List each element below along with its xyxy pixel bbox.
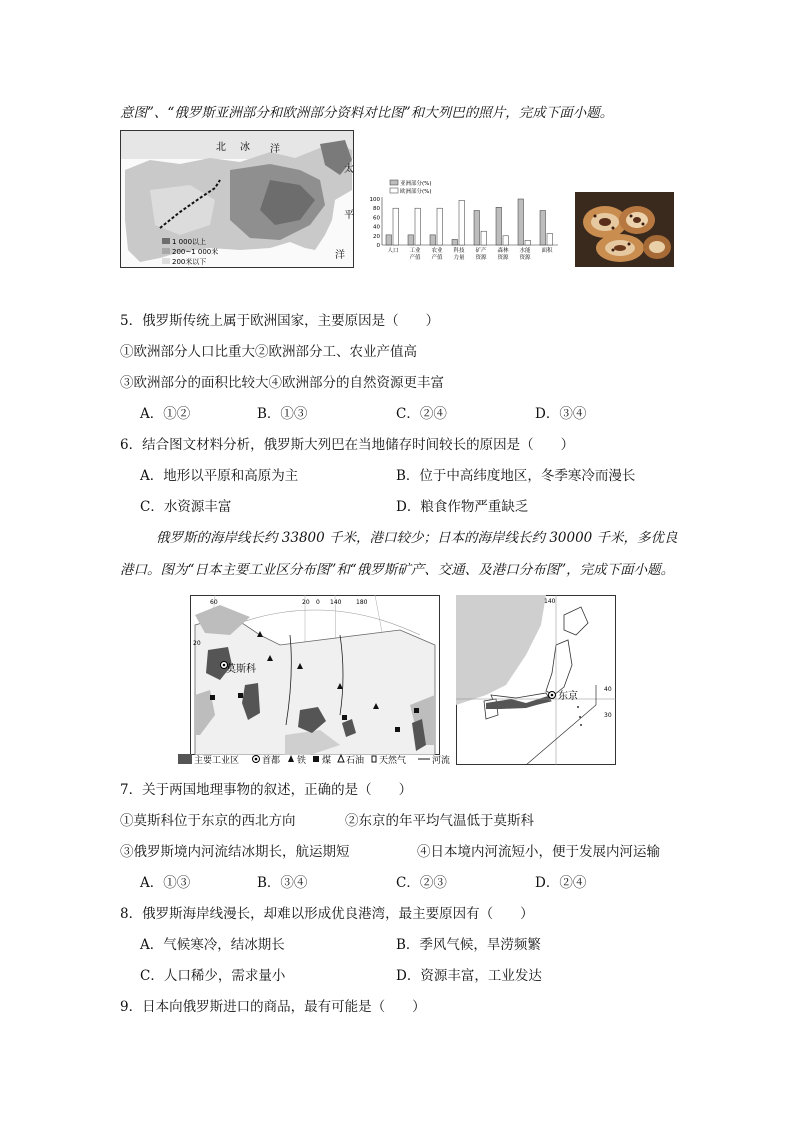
q6-option-c[interactable]: C．水资源丰富	[140, 499, 232, 515]
legend-iron: 铁	[297, 756, 307, 766]
lon-label-20: 20	[302, 599, 310, 606]
moscow-label: 莫斯科	[226, 664, 256, 675]
bar-europe	[415, 208, 421, 245]
bar-asia	[518, 199, 524, 245]
passage-line-1: 俄罗斯的海岸线长约 33800 千米，港口较少；日本的海岸线长约 30000 千米，多优良	[156, 530, 678, 546]
legend-capital: 首都	[262, 756, 281, 766]
y-tick-label: 100	[369, 197, 380, 203]
x-tick-label: 森林	[497, 248, 509, 254]
bread-photo	[575, 192, 674, 267]
q9-stem: 9．日本向俄罗斯进口的商品，最有可能是（ ）	[120, 999, 426, 1015]
japan-industry-map	[456, 595, 616, 765]
map-label-bei: 北	[216, 142, 226, 153]
q7-stem: 7．关于两国地理事物的叙述，正确的是（ ）	[120, 782, 413, 798]
map-label-tai: 太	[344, 164, 354, 175]
q8-option-b[interactable]: B．季风气候，旱涝频繁	[396, 937, 541, 953]
q5-statements-2: ③欧洲部分的面积比较大④欧洲部分的自然资源更丰富	[120, 375, 444, 391]
russia-terrain-map	[120, 130, 354, 268]
intro-text: 意图”、“俄罗斯亚洲部分和欧洲部分资料对比图”和大列巴的照片，完成下面小题。	[120, 105, 614, 121]
bar-europe	[437, 208, 443, 245]
legend-swatch	[390, 188, 398, 193]
x-tick-label: 科技	[453, 248, 465, 254]
lon-label-180: 180	[356, 599, 368, 606]
legend-river: 河流	[432, 756, 451, 766]
q7-option-d[interactable]: D．②④	[535, 875, 587, 891]
legend-swatch-mid	[162, 248, 170, 254]
bar-europe	[393, 208, 399, 245]
tokyo-label: 东京	[558, 691, 578, 702]
y-tick-label: 40	[373, 224, 380, 231]
q7-statement-4: ④日本境内河流短小，便于发展内河运输	[417, 844, 660, 860]
legend-coal: 煤	[322, 756, 332, 766]
q5-statements-1: ①欧洲部分人口比重大②欧洲部分工、农业产值高	[120, 344, 417, 360]
q8-option-d[interactable]: D．资源丰富，工业发达	[396, 968, 542, 984]
y-tick-label: 60	[373, 215, 380, 222]
lon-label-140: 140	[330, 599, 342, 606]
q7-statement-1: ①莫斯科位于东京的西北方向	[120, 813, 296, 829]
bar-europe	[459, 200, 465, 245]
map-label-bing: 冰	[240, 142, 250, 153]
q8-stem: 8．俄罗斯海岸线漫长，却难以形成优良港湾，最主要原因有（ ）	[120, 906, 534, 922]
x-tick-label: 工业	[409, 248, 421, 254]
legend-gas: 天然气	[379, 756, 407, 766]
q7-option-b[interactable]: B．③④	[257, 875, 308, 891]
q7-statement-2: ②东京的年平均气温低于莫斯科	[345, 813, 534, 829]
lon-label-60: 60	[210, 599, 218, 606]
q5-option-d[interactable]: D．③④	[535, 406, 587, 422]
bar-asia	[540, 211, 546, 246]
y-tick-label: 20	[373, 233, 380, 240]
passage-line-2: 港口。图为“日本主要工业区分布图”和“俄罗斯矿产、交通、及港口分布图”，完成下面小题。	[120, 562, 675, 578]
x-tick-label: 力量	[453, 255, 465, 261]
bar-asia	[408, 235, 414, 245]
x-tick-label: 资源	[519, 255, 531, 261]
x-tick-label: 水能	[519, 248, 531, 254]
legend-label-high: 1 000以上	[172, 238, 207, 246]
q6-option-a[interactable]: A．地形以平原和高原为主	[140, 468, 299, 484]
russia-comparison-bar-chart	[364, 178, 562, 270]
jp-lat-label-40: 40	[604, 686, 612, 693]
q7-statement-3: ③俄罗斯境内河流结冰期长，航运期短	[120, 844, 350, 860]
q5-stem: 5．俄罗斯传统上属于欧洲国家，主要原因是（ ）	[120, 313, 440, 329]
y-tick-label: 0	[376, 243, 380, 249]
q6-option-d[interactable]: D．粮食作物严重缺乏	[396, 499, 529, 515]
map-label-yang: 洋	[270, 144, 280, 155]
lat-label-20: 20	[193, 640, 201, 647]
legend-label-mid: 200~1 000米	[172, 248, 219, 256]
bar-asia	[474, 211, 480, 246]
x-tick-label: 资源	[475, 255, 487, 261]
legend-swatch	[390, 180, 398, 185]
q5-option-a[interactable]: A．①②	[140, 406, 191, 422]
y-tick-label: 80	[373, 206, 380, 213]
jp-lat-label-30: 30	[604, 712, 612, 719]
bar-asia	[496, 207, 502, 245]
x-tick-label: 人口	[387, 248, 399, 254]
bar-asia	[430, 235, 436, 245]
legend-series-label: 欧洲部分(%)	[400, 189, 432, 195]
q6-stem: 6．结合图文材料分析，俄罗斯大列巴在当地储存时间较长的原因是（ ）	[120, 437, 575, 453]
x-tick-label: 产值	[431, 255, 443, 261]
legend-series-label: 亚洲部分(%)	[400, 181, 432, 187]
q7-option-a[interactable]: A．①③	[140, 875, 191, 891]
q8-option-c[interactable]: C．人口稀少，需求量小	[140, 968, 286, 984]
russia-resources-map	[190, 595, 440, 755]
q5-option-c[interactable]: C．②④	[396, 406, 447, 422]
x-tick-label: 产值	[409, 255, 421, 261]
x-tick-label: 矿产	[475, 248, 487, 254]
legend-swatch-low	[162, 258, 170, 264]
q8-option-a[interactable]: A．气候寒冷，结冰期长	[140, 937, 285, 953]
jp-lon-label: 140	[544, 598, 556, 605]
bar-asia	[452, 239, 458, 245]
lon-label-0: 0	[316, 599, 320, 606]
x-tick-label: 面积	[541, 248, 553, 254]
q6-option-b[interactable]: B．位于中高纬度地区，冬季寒冷而漫长	[396, 468, 636, 484]
fig2-legend	[176, 752, 456, 766]
legend-label-low: 200米以下	[172, 258, 207, 266]
bar-asia	[386, 235, 392, 245]
bar-europe	[547, 234, 553, 246]
q5-option-b[interactable]: B．①③	[257, 406, 308, 422]
legend-industry: 主要工业区	[194, 756, 240, 766]
q7-option-c[interactable]: C．②③	[396, 875, 447, 891]
map-label-ping: 平	[344, 210, 354, 221]
legend-oil: 石油	[346, 756, 365, 766]
x-tick-label: 资源	[497, 255, 509, 261]
bar-europe	[481, 231, 487, 245]
bar-europe	[503, 236, 509, 245]
legend-swatch-high	[162, 238, 170, 244]
bar-europe	[525, 240, 531, 245]
map-label-yang2: 洋	[335, 250, 345, 261]
x-tick-label: 农业	[431, 248, 443, 254]
